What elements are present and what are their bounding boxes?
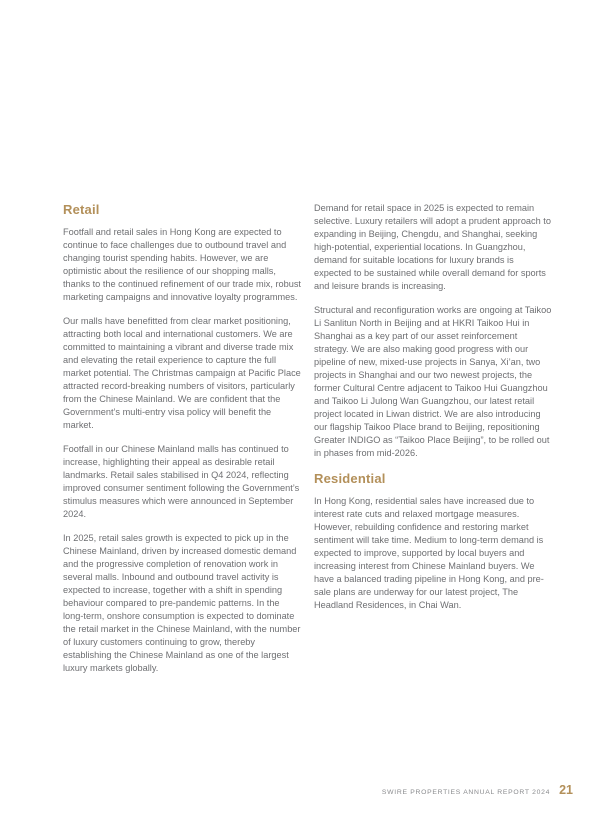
page-content xyxy=(63,202,553,686)
retail-paragraph: In 2025, retail sales growth is expected to pick up in the Chinese Mainland, driven by increased domestic demand and the progressive completion of renovation work in several malls. Inbound and outbound travel activity is expected to increase, together with a shift in spending behaviour compared to pre-pandemic patterns. In the long-term, onshore consumption is expected to dominate the retail market in the Chinese Mainland, with the number of luxury customers continuing to grow, thereby establishing the Chinese Mainland as one of the largest luxury markets globally. xyxy=(63,533,301,673)
retail-paragraph: Footfall and retail sales in Hong Kong are expected to continue to face challenges due to outbound travel and changing tourist spending habits. However, we are optimistic about the resilience of our shopping malls, thanks to the continued refinement of our trade mix, robust marketing campaigns and innovative loyalty programmes. xyxy=(63,227,301,302)
left-column xyxy=(63,202,301,686)
retail-paragraph: Footfall in our Chinese Mainland malls has continued to increase, highlighting their appeal as desirable retail landmarks. Retail sales stabilised in Q4 2024, reflecting improved consumer sentiment following the Government’s stimulus measures which were announced in September 2024. xyxy=(63,444,300,519)
residential-paragraph: In Hong Kong, residential sales have increased due to interest rate cuts and relaxed mortgage measures. However, rebuilding confidence and restoring market sentiment will take time. Medium to long-term demand is expected to improve, supported by local buyers and increasing interest from Chinese Mainland buyers. We have a balanced trading pipeline in Hong Kong, and pre-sale plans are underway for our latest project, The Headland Residences, in Chai Wan. xyxy=(314,496,544,610)
right-column xyxy=(314,202,552,686)
residential-section-heading: Residential xyxy=(314,471,386,486)
page-number: 21 xyxy=(559,783,573,797)
retail-paragraph: Our malls have benefitted from clear market positioning, attracting both local and international customers. We are committed to maintaining a vibrant and diverse trade mix and elevating the retail experience to capture the full market potential. The Christmas campaign at Pacific Place attracted record-breaking numbers of visitors, particularly from the Chinese Mainland. We are confident that the Government’s multi-entry visa policy will benefit the market. xyxy=(63,316,301,430)
retail-paragraph: Structural and reconfiguration works are ongoing at Taikoo Li Sanlitun North in Beijing and at HKRI Taikoo Hui in Shanghai as a key part of our asset reinforcement strategy. We are also making good progress with our pipeline of new, mixed-use projects in Sanya, Xi’an, two projects in Shanghai and our two newest projects, the former Cultural Centre adjacent to Taikoo Hui Guangzhou and Taikoo Li Julong Wan Guangzhou, our latest retail project located in Liwan district. We are also introducing our flagship Taikoo Place brand to Beijing, repositioning Greater INDIGO as “Taikoo Place Beijing”, to be rolled out in phases from mid-2026. xyxy=(314,305,552,458)
page-footer xyxy=(382,783,573,797)
retail-paragraph: Demand for retail space in 2025 is expected to remain selective. Luxury retailers will adopt a prudent approach to expanding in Beijing, Chengdu, and Shanghai, seeking high-potential, experiential locations. In Guangzhou, demand for suitable locations for luxury brands is expected to be sustained while overall demand for sports and leisure brands is increasing. xyxy=(314,203,551,291)
retail-section-heading: Retail xyxy=(63,202,100,217)
footer-report-title: SWIRE PROPERTIES ANNUAL REPORT 2024 xyxy=(381,789,551,796)
